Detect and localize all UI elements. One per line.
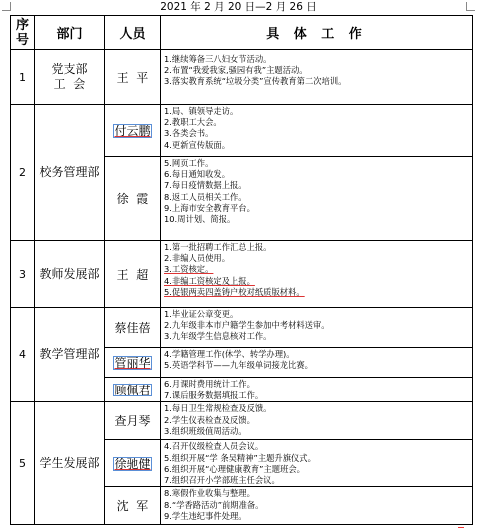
task-item: 1.每日卫生常规检查及反馈。 bbox=[164, 403, 272, 414]
person-cell: 管丽华 bbox=[105, 348, 161, 378]
edit-mark bbox=[458, 527, 464, 528]
tasks-cell bbox=[161, 487, 473, 525]
task-item: 1.第一批招聘工作汇总上报。 bbox=[164, 242, 272, 252]
task-item: 1.继续筹备三八妇女节活动。 bbox=[164, 54, 272, 64]
task-item: 3.九年级学生信息核对工作。 bbox=[164, 331, 272, 342]
task-item: 5.英语学科节——九年级单词接龙比赛。 bbox=[164, 360, 313, 371]
task-item: 5.促银两卖四盖铸户校对纸质版材料。 bbox=[164, 286, 305, 297]
table-row bbox=[11, 241, 473, 308]
dept-cell: 校务管理部 bbox=[35, 105, 105, 241]
task-item: 2.布置“我爱我家,骚园有我”主题活动。 bbox=[164, 65, 308, 76]
task-item: 4.召开仪级检查人员会议。 bbox=[164, 441, 264, 452]
table-row bbox=[11, 50, 473, 105]
header-person: 人员 bbox=[105, 16, 161, 50]
tasks-cell bbox=[161, 157, 473, 241]
tasks-cell bbox=[161, 308, 473, 348]
task-item: 7.课后服务数据填报工作。 bbox=[164, 390, 264, 401]
row-number: 5 bbox=[11, 402, 35, 525]
task-item: 5.组织开展“学 条吴精神”主题升旗仪式。 bbox=[164, 452, 316, 463]
task-item: 3.各类会书。 bbox=[164, 128, 214, 139]
task-item: 2.九年级非本市户籍学生参加中考材料送审。 bbox=[164, 320, 330, 331]
person-cell: 查月琴 bbox=[105, 402, 161, 440]
header-num: 序 号 bbox=[11, 16, 35, 50]
dept-cell: 学生发展部 bbox=[35, 402, 105, 525]
person-cell: 蔡佳蓓 bbox=[105, 308, 161, 348]
tasks-cell bbox=[161, 50, 473, 105]
task-item: 3.落实教育系统“垃圾分类”宣传教育第二次培训。 bbox=[164, 76, 347, 87]
tasks-cell bbox=[161, 440, 473, 487]
dept-cell: 教师发展部 bbox=[35, 241, 105, 308]
tasks-cell bbox=[161, 378, 473, 402]
task-item: 2.非编人员使用。 bbox=[164, 253, 230, 264]
task-item: 9.上海市安全教育平台。 bbox=[164, 202, 255, 213]
header-tasks: 具 体 工 作 bbox=[161, 16, 473, 50]
person-cell: 付云鹏 bbox=[105, 105, 161, 157]
task-item: 8.“学香路活动”前期准备。 bbox=[164, 499, 264, 510]
task-item: 2.教职工大会。 bbox=[164, 117, 222, 128]
task-item: 8.寒假作业收集与整理。 bbox=[164, 488, 255, 499]
weekly-schedule-table bbox=[10, 15, 473, 525]
row-number: 2 bbox=[11, 105, 35, 241]
task-item: 1.局、镇领导走访。 bbox=[164, 106, 239, 116]
person-cell: 沈 军 bbox=[105, 487, 161, 525]
task-item: 5.网页工作。 bbox=[164, 158, 214, 168]
row-number: 3 bbox=[11, 241, 35, 308]
row-number: 4 bbox=[11, 308, 35, 402]
person-cell: 顾佩君 bbox=[105, 378, 161, 402]
task-item: 6.组织开展“心理健康教育”主题班会。 bbox=[164, 463, 305, 474]
person-cell: 徐驰健 bbox=[105, 440, 161, 487]
task-item: 7.每日疫情数据上报。 bbox=[164, 180, 247, 191]
task-item: 6.月课时费用统计工作。 bbox=[164, 379, 255, 389]
person-cell: 王 平 bbox=[105, 50, 161, 105]
task-item: 1.毕业证公章变更。 bbox=[164, 309, 239, 319]
table-row bbox=[11, 402, 473, 440]
table-row bbox=[11, 105, 473, 157]
task-item: 4.更新宣传版面。 bbox=[164, 139, 230, 150]
task-item: 6.每日通知收发。 bbox=[164, 169, 230, 180]
task-item: 10.周计划、简报。 bbox=[164, 214, 236, 225]
tasks-cell bbox=[161, 348, 473, 378]
task-item: 7.组织召开小学部班主任会议。 bbox=[164, 475, 280, 486]
task-item: 4.非编工资核定及上报。 bbox=[164, 275, 255, 286]
tasks-cell bbox=[161, 241, 473, 308]
date-range: 2021 年 2 月 20 日—2 月 26 日 bbox=[160, 1, 317, 13]
row-number: 1 bbox=[11, 50, 35, 105]
tasks-cell bbox=[161, 402, 473, 440]
task-item: 8.返工人员相关工作。 bbox=[164, 191, 247, 202]
task-item: 3.工资核定。 bbox=[164, 264, 214, 275]
task-item: 9.学生违纪事件处理。 bbox=[164, 510, 247, 521]
task-item: 2.学生仪表检查及反馈。 bbox=[164, 414, 255, 425]
task-item: 4.学籍管理工作(休学、转学办理)。 bbox=[164, 349, 295, 359]
tasks-cell bbox=[161, 105, 473, 157]
header-row bbox=[11, 16, 473, 50]
dept-cell: 党支部 工 会 bbox=[35, 50, 105, 105]
task-item: 3.组织班级值周活动。 bbox=[164, 425, 247, 436]
person-cell: 王 超 bbox=[105, 241, 161, 308]
header-dept: 部门 bbox=[35, 16, 105, 50]
dept-cell: 教学管理部 bbox=[35, 308, 105, 402]
person-cell: 徐 霞 bbox=[105, 157, 161, 241]
table-row bbox=[11, 308, 473, 348]
